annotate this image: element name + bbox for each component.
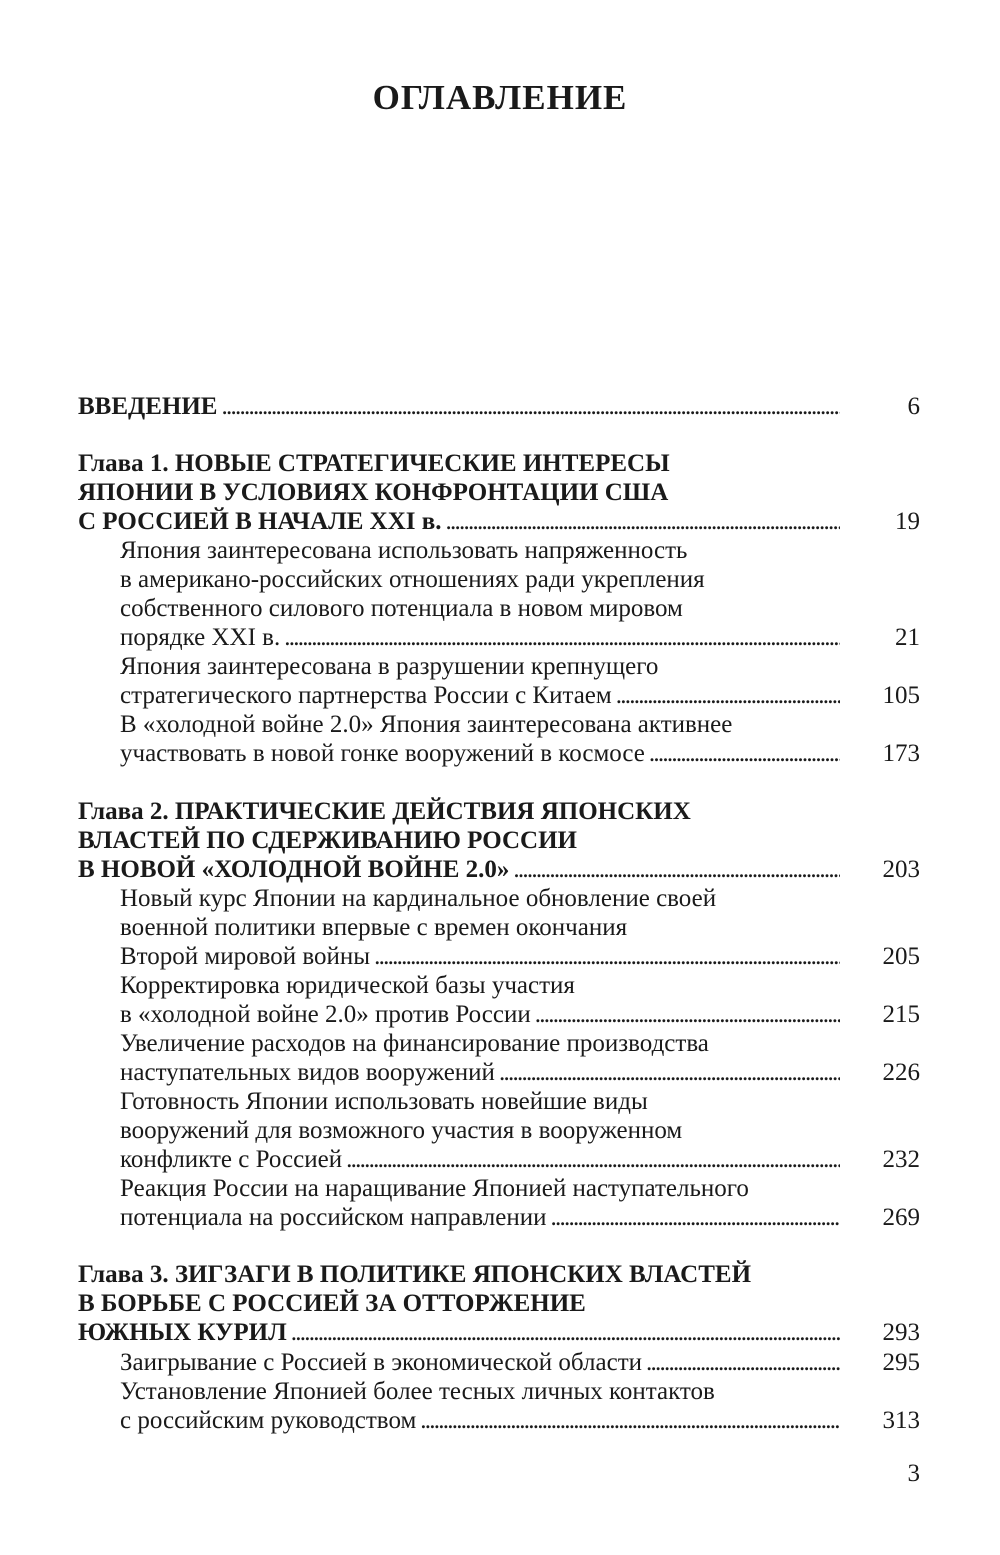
- toc-page-number: 295: [882, 1349, 920, 1376]
- toc-entry-title-line: Новый курс Японии на кардинальное обновление своей: [120, 885, 717, 912]
- toc-page-number: 226: [882, 1059, 920, 1086]
- toc-entry-title-line: в американо-российских отношениях ради укрепления: [120, 566, 705, 593]
- toc-entry-title-line: в «холодной войне 2.0» против России: [120, 1001, 531, 1028]
- dot-leader: [442, 507, 840, 536]
- toc-entry-title-line: ВЛАСТЕЙ ПО СДЕРЖИВАНИЮ РОССИИ: [78, 827, 577, 854]
- toc-entry-section-2-4[interactable]: [120, 1087, 920, 1174]
- dot-leader: [531, 1000, 840, 1029]
- toc-entry-section-1-1[interactable]: [120, 536, 920, 652]
- toc-page-number: 19: [895, 508, 920, 535]
- dot-leader: [280, 623, 840, 652]
- toc-entry-title-line: военной политики впервые с времен окончания: [120, 914, 628, 941]
- toc-page-number: 205: [882, 943, 920, 970]
- dot-leader: [370, 942, 840, 971]
- page-number: 3: [907, 1460, 920, 1487]
- toc-page-number: 6: [907, 393, 920, 420]
- toc-entry-title-line: В БОРЬБЕ С РОССИЕЙ ЗА ОТТОРЖЕНИЕ: [78, 1290, 586, 1317]
- toc-entry-title-line: Корректировка юридической базы участия: [120, 972, 575, 999]
- dot-leader: [342, 1145, 840, 1174]
- toc-entry-section-3-1[interactable]: [120, 1348, 920, 1377]
- toc-entry-section-2-1[interactable]: [120, 884, 920, 971]
- toc-entry-title-line: Заигрывание с Россией в экономической области: [120, 1349, 642, 1376]
- toc-entry-title-line: участвовать в новой гонке вооружений в космосе: [120, 740, 645, 767]
- dot-leader: [495, 1058, 840, 1087]
- toc-entry-title-line: конфликте с Россией: [120, 1146, 343, 1173]
- toc-entry-chapter-1[interactable]: [78, 449, 920, 536]
- toc-page-number: 269: [882, 1204, 920, 1231]
- toc-entry-title-line: Увеличение расходов на финансирование производства: [120, 1030, 709, 1057]
- toc-entry-chapter-2[interactable]: [78, 797, 920, 884]
- toc-entry-title-line: Глава 2. ПРАКТИЧЕСКИЕ ДЕЙСТВИЯ ЯПОНСКИХ: [78, 798, 691, 825]
- dot-leader: [642, 1348, 840, 1377]
- toc-entry-introduction[interactable]: [78, 392, 920, 421]
- toc-page-number: 293: [882, 1319, 920, 1346]
- toc-page-number: 203: [882, 856, 920, 883]
- toc-entry-title-line: Глава 3. ЗИГЗАГИ В ПОЛИТИКЕ ЯПОНСКИХ ВЛАСТЕЙ: [78, 1261, 752, 1288]
- toc-entry-title-line: ЯПОНИИ В УСЛОВИЯХ КОНФРОНТАЦИИ США: [78, 479, 669, 506]
- toc-entry-section-3-2[interactable]: [120, 1377, 920, 1435]
- toc-page-number: 313: [882, 1407, 920, 1434]
- toc-entry-title-line: С РОССИЕЙ В НАЧАЛЕ XXI в.: [78, 508, 442, 535]
- toc-entry-section-2-3[interactable]: [120, 1029, 920, 1087]
- toc-entry-title-line: Япония заинтересована в разрушении крепнущего: [120, 653, 659, 680]
- toc-entry-title-line: Глава 1. НОВЫЕ СТРАТЕГИЧЕСКИЕ ИНТЕРЕСЫ: [78, 450, 670, 477]
- dot-leader: [416, 1406, 840, 1435]
- toc-entry-section-2-5[interactable]: [120, 1174, 920, 1232]
- toc-entry-title-line: Япония заинтересована использовать напряженность: [120, 537, 688, 564]
- toc-entry-section-2-2[interactable]: [120, 971, 920, 1029]
- dot-leader: [612, 681, 840, 710]
- toc-entry-section-1-2[interactable]: [120, 652, 920, 710]
- toc-entry-section-1-3[interactable]: [120, 710, 920, 768]
- toc-entry-title-line: ЮЖНЫХ КУРИЛ: [78, 1319, 287, 1346]
- toc-entry-title-line: В НОВОЙ «ХОЛОДНОЙ ВОЙНЕ 2.0»: [78, 856, 510, 883]
- toc-page-number: 232: [882, 1146, 920, 1173]
- dot-leader: [217, 392, 840, 421]
- toc-entry-title: ВВЕДЕНИЕ: [78, 393, 218, 420]
- dot-leader: [547, 1203, 840, 1232]
- toc-entry-title-line: потенциала на российском направлении: [120, 1204, 547, 1231]
- toc-entry-title-line: Установление Японией более тесных личных контактов: [120, 1378, 715, 1405]
- toc-entry-title-line: Реакция России на наращивание Японией наступательного: [120, 1175, 749, 1202]
- toc-entry-title-line: порядке XXI в.: [120, 624, 281, 651]
- toc-page-number: 105: [882, 682, 920, 709]
- toc-entry-title-line: собственного силового потенциала в новом мировом: [120, 595, 683, 622]
- toc-entry-title-line: Второй мировой войны: [120, 943, 371, 970]
- dot-leader: [287, 1318, 840, 1347]
- dot-leader: [645, 739, 840, 768]
- page-title: ОГЛАВЛЕНИЕ: [372, 78, 628, 117]
- toc-entry-title-line: стратегического партнерства России с Китаем: [120, 682, 612, 709]
- toc-page-number: 215: [882, 1001, 920, 1028]
- dot-leader: [509, 855, 840, 884]
- toc-entry-title-line: Готовность Японии использовать новейшие виды: [120, 1088, 648, 1115]
- toc-entry-chapter-3[interactable]: [78, 1260, 920, 1347]
- toc-page-number: 21: [895, 624, 920, 651]
- toc-entry-title-line: В «холодной войне 2.0» Япония заинтересована активнее: [120, 711, 733, 738]
- toc-page-number: 173: [882, 740, 920, 767]
- toc-entry-title-line: вооружений для возможного участия в вооруженном: [120, 1117, 683, 1144]
- toc-entry-title-line: с российским руководством: [120, 1407, 417, 1434]
- toc-entry-title-line: наступательных видов вооружений: [120, 1059, 495, 1086]
